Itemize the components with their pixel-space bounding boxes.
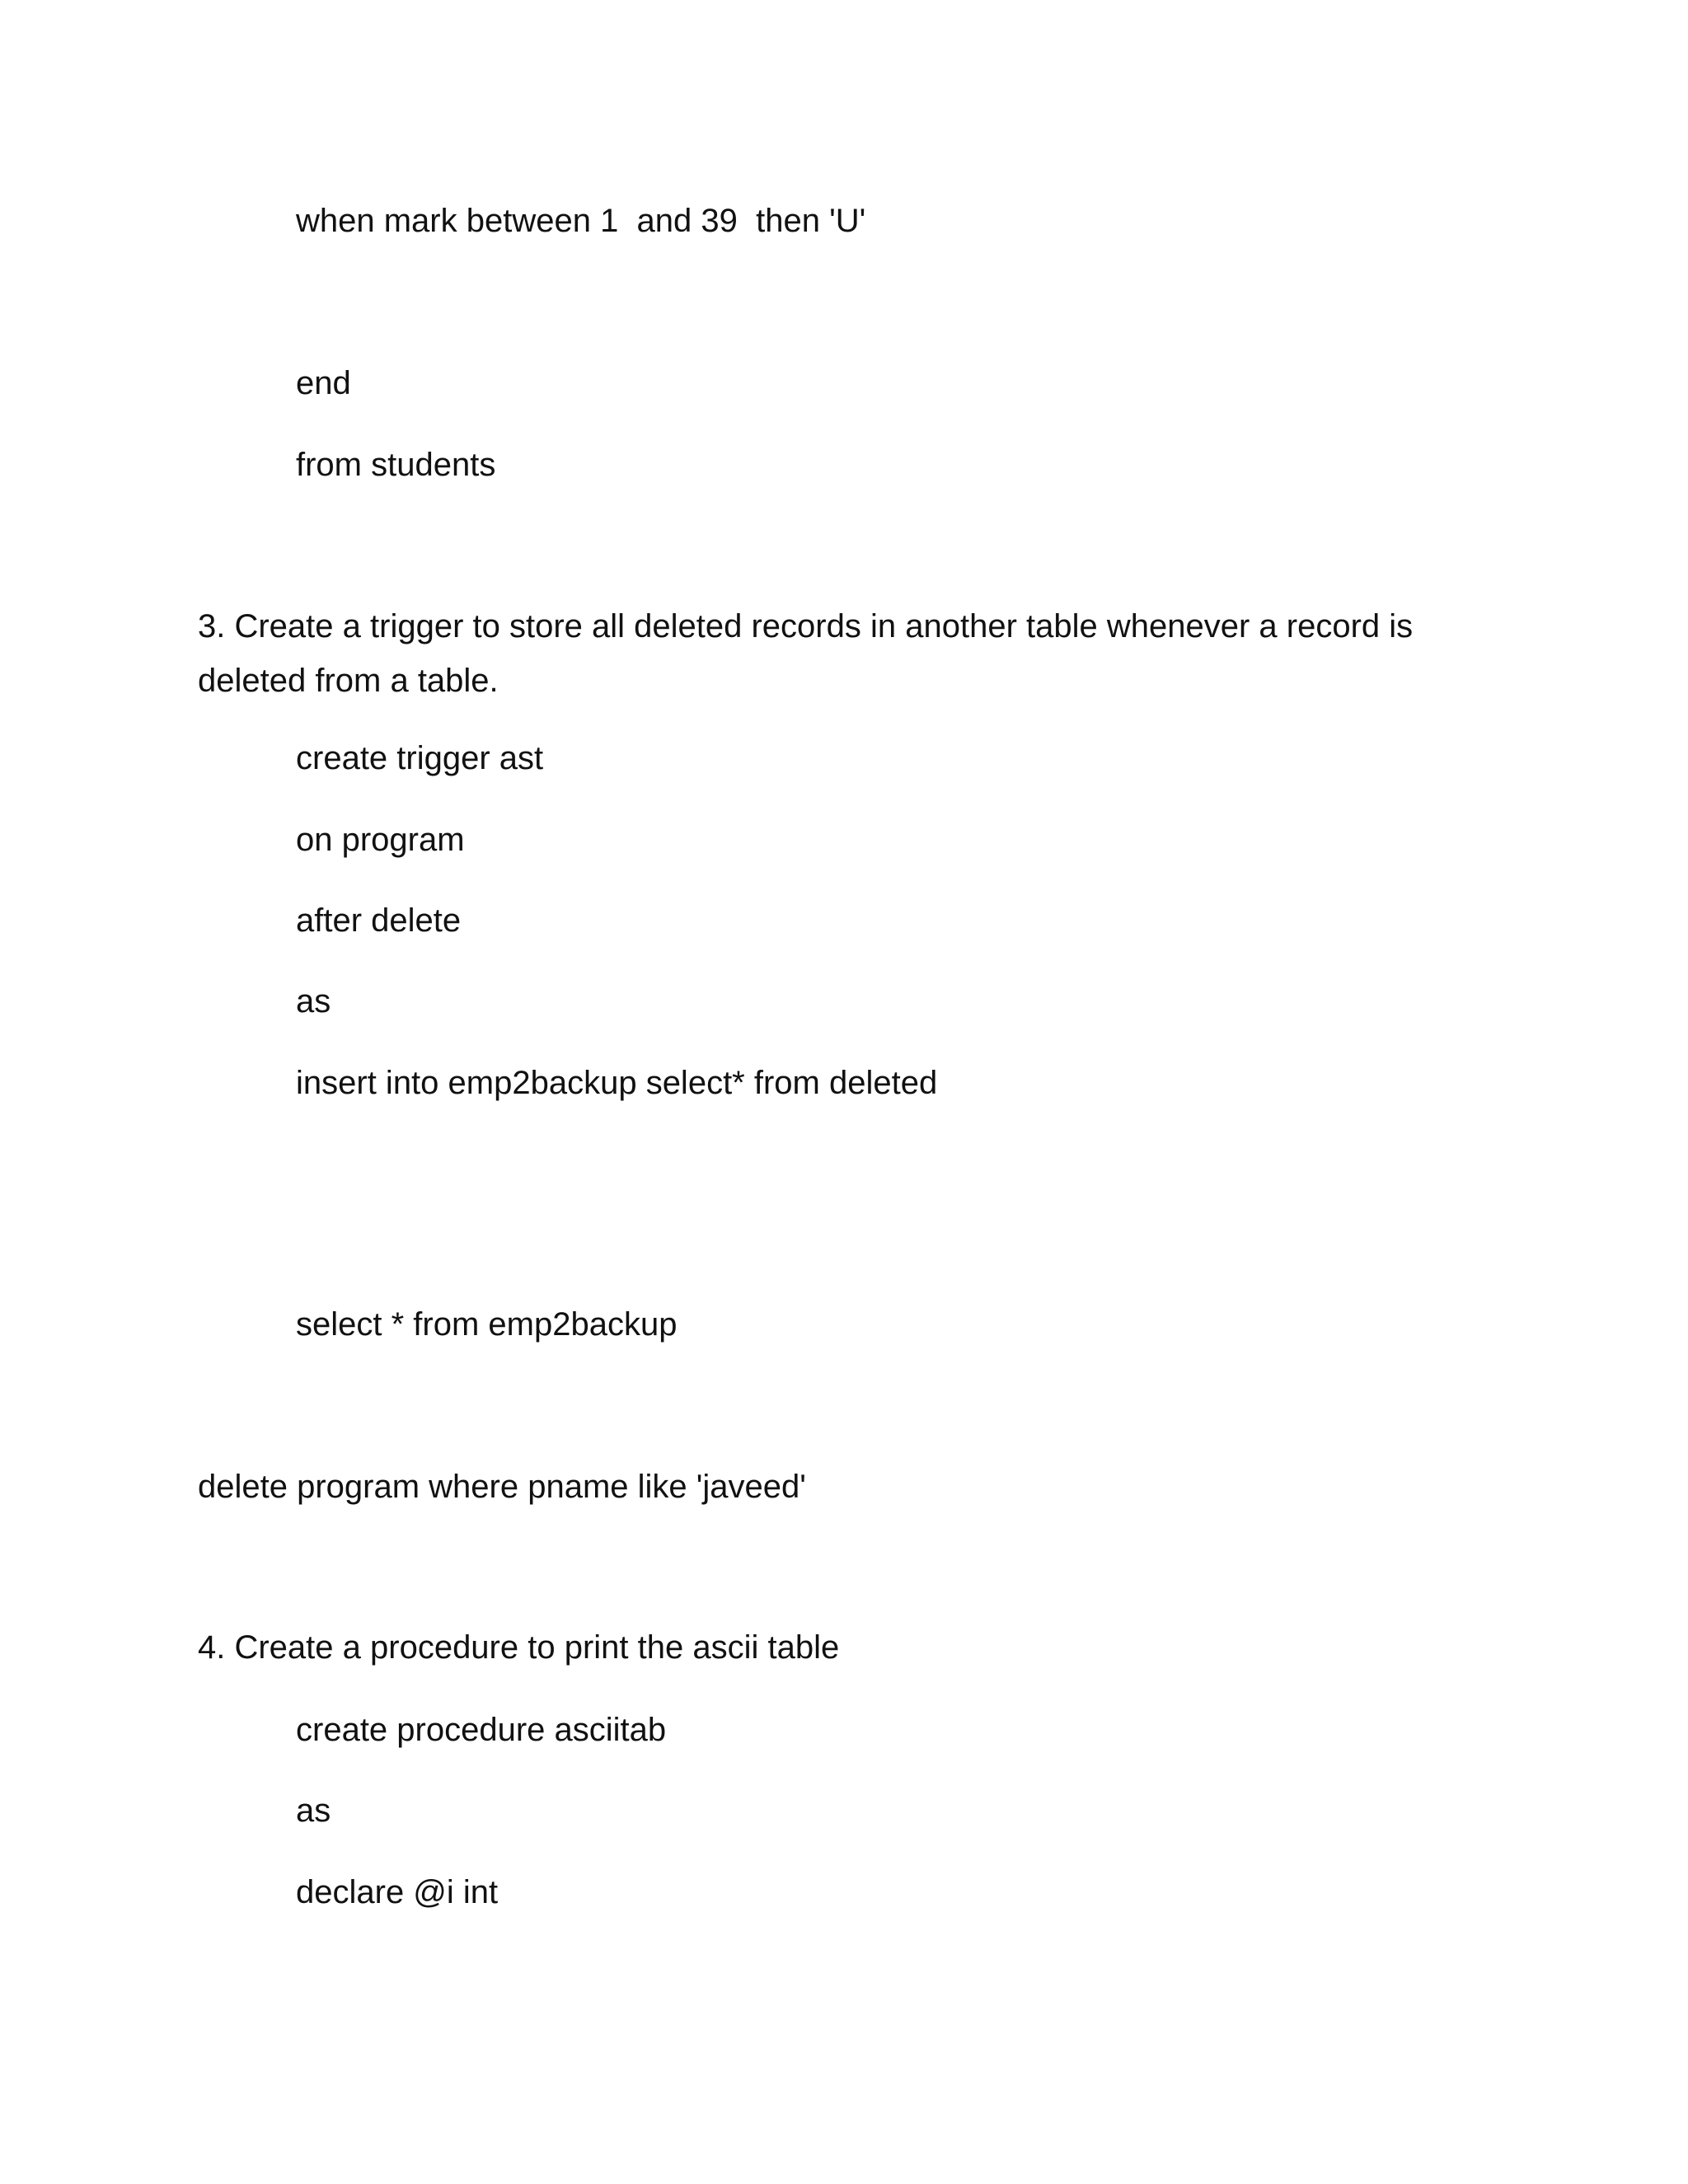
code-line-end: end (296, 365, 351, 401)
question-4-heading: 4. Create a procedure to print the ascii table (198, 1629, 840, 1666)
code-line-after-delete: after delete (296, 902, 462, 939)
code-line-on-program: on program (296, 822, 465, 858)
code-line-from-students: from students (296, 447, 496, 483)
question-3-heading: 3. Create a trigger to store all deleted records in another table whenever a record is deleted from a table. (198, 608, 1414, 699)
code-line-insert-into: insert into emp2backup select* from deleted (296, 1065, 938, 1101)
code-line-create-procedure: create procedure asciitab (296, 1712, 667, 1748)
code-line-declare: declare @i int (296, 1874, 499, 1910)
code-line-select-backup: select * from emp2backup (296, 1306, 678, 1343)
code-line-delete-program: delete program where pname like 'javeed' (198, 1469, 806, 1505)
code-line-as: as (296, 983, 331, 1019)
code-line-case-when: when mark between 1 and 39 then 'U' (296, 203, 866, 239)
code-line-as-2: as (296, 1793, 331, 1829)
code-line-create-trigger: create trigger ast (296, 740, 544, 776)
